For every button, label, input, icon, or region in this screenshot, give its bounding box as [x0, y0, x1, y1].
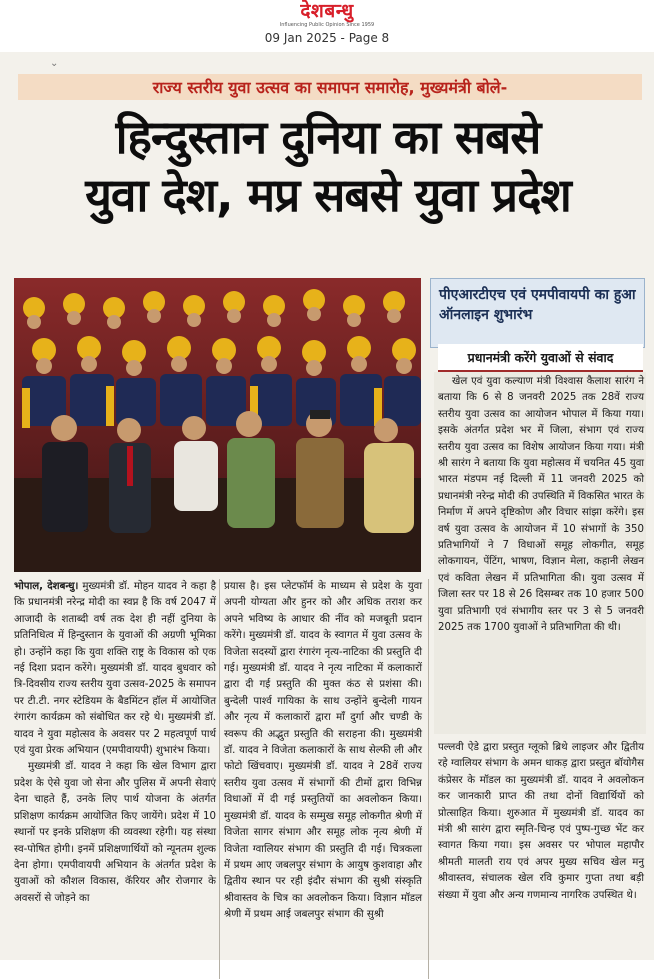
article-column-1 [14, 579, 216, 907]
date-page-label: 09 Jan 2025 - Page 8 [264, 31, 390, 45]
article-column-4 [438, 740, 644, 904]
column-divider [219, 579, 220, 979]
subhead-launch-text: पीएआरटीएच एवं एमपीवायपी का हुआ ऑनलाइन शुभारंभ [439, 287, 636, 323]
column-divider [428, 579, 429, 979]
article-column-3 [438, 374, 644, 637]
article-headline [8, 108, 648, 224]
article-dateline: भोपाल, देशबन्धु। [14, 581, 79, 592]
column-1-paragraph-2: मुख्यमंत्री डॉ. यादव ने कहा कि खेल विभाग द्वारा प्रदेश के ऐसे युवा जो सेना और पुलिस में अपनी सेवाएं देना चाहते हैं, उनके लिए पार्थ योजना के अंतर्गत प्रशिक्षण कार्यक्रम आयोजित किए जायेंगे। प्रदेश में 10 स्थानों पर इनके प्रशिक्षण की व्यवस्था रहेगी। यह संस्था स्व-पोषित होगी। इनमें प्रशिक्षणार्थियों को न्यूनतम शुल्क देना होगा। एमपीवायपी अभियान के अंतर्गत प्रदेश के युवाओं को कौशल विकास, कॅरियर और रोजगार के अवसरों से जोड़ने का [14, 761, 216, 904]
article-kicker: राज्य स्तरीय युवा उत्सव का समापन समारोह, मुख्यमंत्री बोले- [18, 74, 642, 100]
column-3-paragraph-1: खेल एवं युवा कल्याण मंत्री विश्वास कैलाश सारंग ने बताया कि 6 से 8 जनवरी 2025 तक 28वें राज्य स्तरीय युवा उत्सव का आयोजन भोपाल में किया गया। इसके अंतर्गत प्रदेश भर में जिला, संभाग एवं राज्य स्तरीय युवा उत्सव का विशेष आयोजन किया गया। मंत्री श्री सारंग ने बताया कि युवा महोत्सव में चयनित 45 युवा भारत मंडपम नई दिल्ली में 11 जनवरी 2025 को प्रधानमंत्री नरेन्द्र मोदी की उपस्थिति में विकसित भारत के निर्माण में अपने दृष्टिकोण और विचार सांझा करेंगे। इस वर्ष युवा उत्सव के आयोजन में 10 संभागों के 350 प्रतिभागियों ने 7 विधाओं समूह लोकगीत, समूह लोकगायन, पेंटिंग, भाषण, विज्ञान मेला, कहानी लेखन एवं कविता लेखन में प्रतिभागिता की। युवा उत्सव में जिला स्तर पर 18 से 26 दिसम्बर तक 10 हजार 500 युवा प्रतिभागी एवं संभागीय स्तर पर 3 से 5 जनवरी 2025 तक 1700 युवाओं ने प्रतिभागिता की थी। [438, 376, 644, 634]
headline-line-1: हिन्दुस्तान दुनिया का सबसे [115, 110, 541, 164]
newspaper-page [0, 52, 654, 960]
subhead-pm-dialogue: प्रधानमंत्री करेंगे युवाओं से संवाद [438, 344, 643, 372]
masthead-tagline: Influencing Public Opinion Since 1959 [279, 22, 375, 28]
crop-mark-icon: ⌄ [50, 58, 59, 69]
article-column-2 [224, 579, 422, 924]
headline-line-2: युवा देश, मप्र सबसे युवा प्रदेश [85, 168, 571, 222]
column-4-paragraph-1: पल्लवी ऐडे द्वारा प्रस्तुत ग्लूको ब्रिथे लाइजर और द्वितीय रहे ग्वालियर संभाग के अमन धाकड़ द्वारा प्रस्तुत बॉयोगैस कंप्रेसर के मॉडल का मुख्यमंत्री डॉ. यादव ने अवलोकन कर जानकारी प्राप्त की तथा दोनों विद्यार्थियों को प्रोत्साहित किया। शुरुआत में मुख्यमंत्री डॉ. यादव का मंत्री श्री सारंग द्वारा स्मृति-चिन्ह एवं पुष्प-गुच्छ भेंट कर स्वागत किया गया। इस अवसर पर भोपाल महापौर श्रीमती मालती राय एवं अपर मुख्य सचिव खेल मनु श्रीवास्तव, संचालक खेल रवि कुमार गुप्ता तथा बड़ी संख्या में युवा और अन्य गणमान्य नागरिक उपस्थित थे। [438, 742, 644, 901]
subhead-launch [430, 278, 645, 348]
column-2-paragraph-1: प्रयास है। इस प्लेटफॉर्म के माध्यम से प्रदेश के युवा अपनी योग्यता और हुनर को और अधिक तराश कर अपने भविष्य के आधार की नींव को मजबूती प्रदान करेंगे। मुख्यमंत्री डॉ. यादव के स्वागत में युवा उत्सव के विजेता सदस्यों द्वारा रंगारंग नृत्य-नाटिका की प्रस्तुति दी गई। मुख्यमंत्री डॉ. यादव ने नृत्य नाटिका में कलाकारों द्वारा दी गई प्रस्तुति की मुक्त कंठ से प्रशंसा की। बुन्देली पार्श्व गायिका के साथ उन्होंने बुन्देली गायन और नृत्य में कलाकारों द्वारा माँ दुर्गा और चण्डी के स्वरूप की अद्भुत प्रस्तुति की सराहना की। मुख्यमंत्री डॉ. यादव ने विजेता कलाकारों के साथ सेल्फी ली और फोटो खिंचवाए। मुख्यमंत्री डॉ. यादव ने 28वें राज्य स्तरीय युवा उत्सव में संभागों की टीमों द्वारा विभिन्न विधाओं में दी गई प्रस्तुतियों का अवलोकन किया। मुख्यमंत्री डॉ. यादव के सम्मुख समूह लोकगीत श्रेणी में विजेता सागर संभाग और समूह लोक नृत्य श्रेणी में विजेता ग्वालियर संभाग की प्रस्तुति दी गई। चित्रकला में प्रथम आए जबलपुर संभाग के आयुष कुशवाहा और द्वितीय स्थान पर रही इंदौर संभाग की सुश्री संस्कृति श्रीवास्तव के चित्र का अवलोकन किया। विज्ञान मॉडल श्रेणी में प्रथम आई जबलपुर संभाग की सुश्री [224, 581, 422, 921]
column-1-paragraph-1: मुख्यमंत्री डॉ. मोहन यादव ने कहा है कि प्रधानमंत्री नरेन्द्र मोदी का स्वप्न है कि वर्ष 2047 में आजादी के शताब्दी वर्ष तक देश ही नहीं दुनिया के प्रतिनिधित्व में हिन्दुस्तान के युवाओं की अग्रणी भूमिका हो। उन्होंने कहा कि युवा शक्ति राष्ट्र के विकास को एक नई दिशा प्रदान करेंगे। मुख्यमंत्री डॉ. यादव बुधवार को त्रि-दिवसीय राज्य स्तरीय युवा उत्सव-2025 के समापन पर टी.टी. नगर स्टेडियम के बैडमिंटन हॉल में आयोजित रंगारंग कार्यक्रम को संबोधित कर रहे थे। मुख्यमंत्री डॉ. यादव ने युवा महोत्सव के अवसर पर 2 महत्वपूर्ण पार्थ एवं युवा प्रेरक अभियान (एमपीवायपी) शुभारंभ किया। [14, 581, 217, 757]
newspaper-logo: देशबन्धु [300, 0, 354, 22]
event-photo [14, 278, 421, 572]
event-photo-illustration [14, 278, 421, 572]
masthead [0, 0, 654, 52]
